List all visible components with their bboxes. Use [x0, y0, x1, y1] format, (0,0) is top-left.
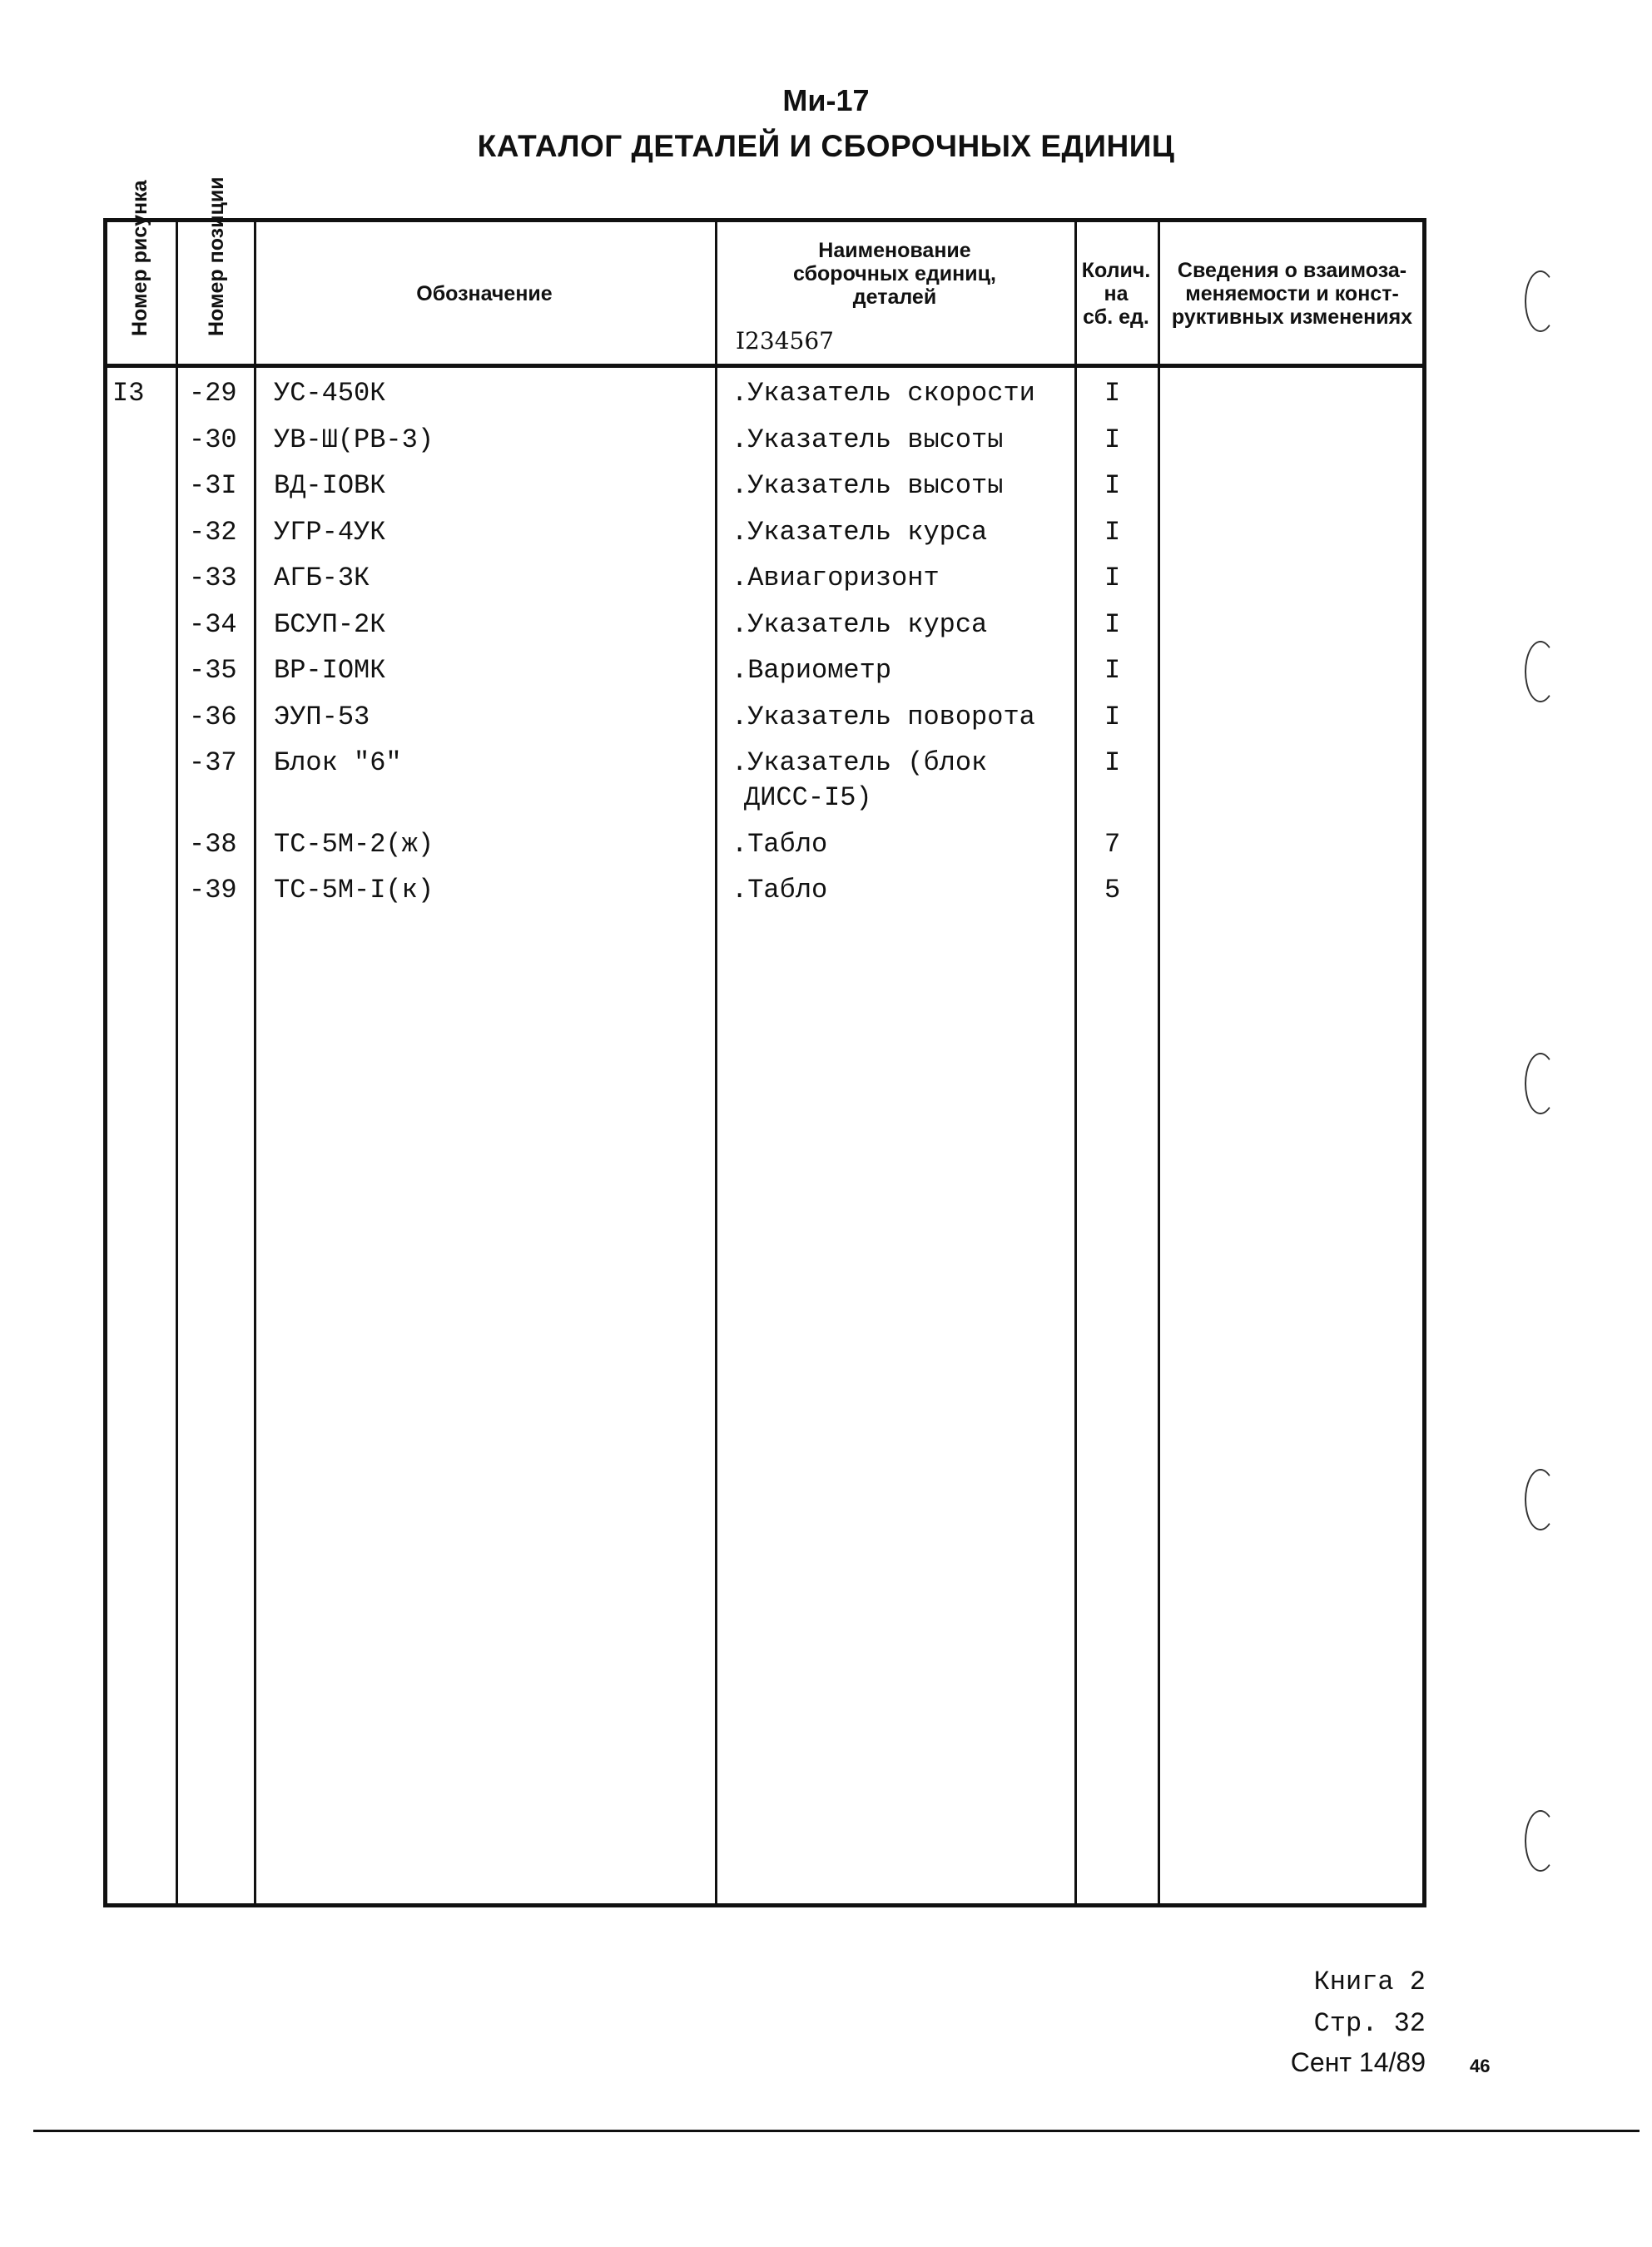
designation-cell: УВ-Ш(РВ-3) — [274, 424, 434, 455]
column-header-code: I234567 — [736, 327, 834, 355]
column-divider — [715, 222, 717, 1903]
name-cell: .Указатель высоты — [732, 424, 1004, 455]
header-divider — [107, 364, 1422, 368]
designation-cell: АГБ-3К — [274, 563, 370, 593]
quantity-cell: I — [1104, 378, 1121, 409]
footer-date: Сент 14/89 — [1290, 2047, 1426, 2077]
binder-hole-mark — [1525, 641, 1556, 702]
quantity-cell: 5 — [1104, 875, 1121, 905]
position-cell: -32 — [189, 516, 237, 548]
column-divider — [176, 222, 178, 1903]
column-header-position-number: Номер позиции — [205, 176, 228, 336]
column-divider — [1074, 222, 1077, 1903]
column-header-notes-line: руктивных изменениях — [1171, 305, 1413, 329]
column-header-name — [715, 239, 1074, 309]
column-header-figure-number: Номер рисунка — [128, 180, 151, 336]
designation-cell: УС-450К — [274, 378, 386, 409]
position-cell: -39 — [189, 875, 237, 905]
quantity-cell: I — [1104, 701, 1121, 732]
designation-cell: УГР-4УК — [274, 516, 386, 548]
footer-page: Стр. 32 — [1313, 2008, 1426, 2039]
position-cell: -34 — [189, 608, 237, 640]
column-header-notes-line: Сведения о взаимоза- — [1177, 259, 1407, 282]
designation-cell: Блок "6" — [274, 747, 402, 778]
document-model: Ми-17 — [782, 83, 870, 117]
position-cell: -35 — [189, 655, 237, 686]
designation-cell: ВР-IОМК — [274, 655, 386, 686]
name-cell: .Вариометр — [732, 655, 892, 686]
binder-hole-mark — [1525, 1053, 1556, 1114]
column-header-name-line: сборочных единиц, — [793, 262, 996, 285]
designation-cell: ТС-5М-2(ж) — [274, 828, 434, 860]
name-cell: .Указатель курса — [732, 608, 988, 640]
name-cell: .Табло — [732, 828, 828, 860]
column-divider — [254, 222, 256, 1903]
designation-cell: БСУП-2К — [274, 608, 386, 640]
column-header-name-line: Наименование — [818, 239, 971, 262]
position-cell: -29 — [189, 378, 237, 409]
designation-cell: ЭУП-53 — [274, 701, 370, 732]
quantity-cell: I — [1104, 608, 1121, 640]
column-header-notes-line: меняемости и конст- — [1185, 282, 1399, 305]
name-cell: .Указатель курса — [732, 516, 988, 548]
designation-cell: ВД-IОВК — [274, 470, 386, 501]
name-cell-continuation: ДИСС-I5) — [744, 782, 872, 813]
quantity-cell: I — [1104, 516, 1121, 548]
binder-hole-mark — [1525, 1810, 1556, 1872]
column-header-quantity — [1074, 259, 1158, 329]
position-cell: -38 — [189, 828, 237, 860]
name-cell: .Указатель высоты — [732, 470, 1004, 501]
position-cell: -36 — [189, 701, 237, 732]
name-cell: .Табло — [732, 875, 828, 905]
column-header-designation: Обозначение — [416, 282, 553, 305]
name-cell: .Указатель (блок — [732, 747, 988, 778]
column-header-notes — [1158, 259, 1426, 329]
quantity-cell: I — [1104, 655, 1121, 686]
column-header-quantity-line: Колич. — [1081, 259, 1151, 282]
position-cell: -30 — [189, 424, 237, 455]
binder-hole-mark — [1525, 270, 1556, 332]
binder-hole-mark — [1525, 1469, 1556, 1530]
position-cell: -37 — [189, 747, 237, 778]
footer-book: Книга 2 — [1313, 1967, 1426, 1997]
position-cell: -33 — [189, 563, 237, 593]
column-header-quantity-line: на — [1104, 282, 1129, 305]
figure-number-cell: I3 — [112, 378, 145, 409]
column-divider — [1158, 222, 1160, 1903]
quantity-cell: I — [1104, 563, 1121, 593]
name-cell: .Указатель поворота — [732, 701, 1035, 732]
position-cell: -3I — [189, 470, 237, 501]
column-header-name-line: деталей — [852, 285, 937, 309]
designation-cell: ТС-5М-I(к) — [274, 875, 434, 905]
name-cell: .Указатель скорости — [732, 378, 1035, 409]
quantity-cell: I — [1104, 747, 1121, 778]
catalog-table — [103, 176, 1426, 1907]
bottom-rule — [33, 2130, 1640, 2132]
quantity-cell: I — [1104, 470, 1121, 501]
quantity-cell: 7 — [1104, 828, 1121, 860]
document-title: КАТАЛОГ ДЕТАЛЕЙ И СБОРОЧНЫХ ЕДИНИЦ — [477, 129, 1175, 163]
quantity-cell: I — [1104, 424, 1121, 455]
column-header-quantity-line: сб. ед. — [1083, 305, 1149, 329]
sheet-number: 46 — [1470, 2056, 1491, 2076]
name-cell: .Авиагоризонт — [732, 563, 940, 593]
